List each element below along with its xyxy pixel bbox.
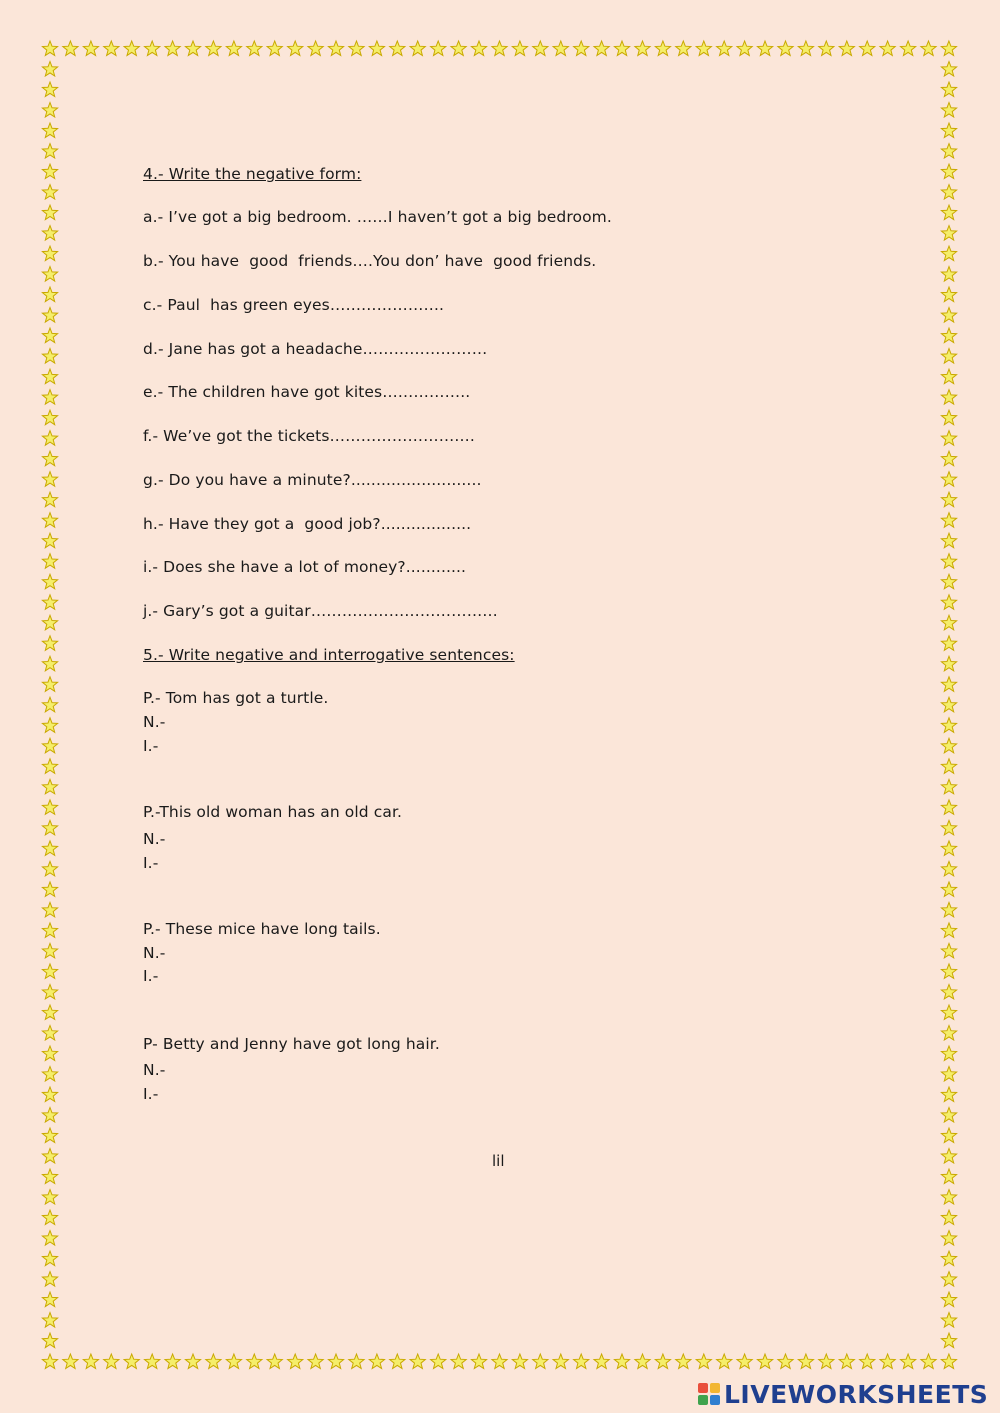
star-icon: [451, 41, 466, 56]
star-icon: [42, 349, 57, 364]
star-icon: [941, 882, 956, 897]
star-icon: [512, 41, 527, 56]
star-icon: [941, 164, 956, 178]
star-icon: [42, 492, 57, 507]
star-icon: [42, 390, 57, 404]
star-icon: [226, 1354, 241, 1369]
star-icon: [655, 41, 670, 56]
star-icon: [492, 1354, 507, 1369]
star-icon: [941, 1190, 956, 1204]
star-icon: [941, 1272, 956, 1287]
section-5-heading: 5.- Write negative and interrogative sentences:: [143, 646, 515, 664]
star-icon: [42, 431, 57, 446]
star-icon: [42, 1026, 57, 1041]
star-icon: [42, 841, 57, 856]
section-4-heading: 4.- Write the negative form:: [143, 165, 362, 183]
star-icon: [42, 1292, 57, 1307]
star-icon: [717, 1354, 732, 1369]
star-icon: [42, 574, 57, 588]
positive-sentence-3: P.- These mice have long tails.: [143, 920, 381, 938]
star-icon: [471, 1354, 486, 1369]
star-icon: [42, 677, 57, 692]
star-icon: [635, 41, 650, 56]
star-icon: [42, 103, 57, 118]
star-icon: [941, 943, 956, 958]
star-icon: [594, 1354, 609, 1369]
star-icon: [104, 1354, 119, 1369]
star-icon: [471, 41, 486, 56]
star-icon: [533, 1354, 548, 1369]
exercise-item-b: b.- You have good friends….You don’ have good friends.: [143, 252, 597, 270]
star-icon: [941, 123, 956, 138]
star-icon: [83, 41, 98, 56]
star-icon: [42, 226, 57, 241]
star-icon: [941, 800, 956, 814]
star-icon: [880, 41, 895, 56]
star-icon: [42, 410, 57, 425]
star-icon: [42, 738, 57, 753]
exercise-item-j: j.- Gary’s got a guitar………………………………: [143, 602, 498, 620]
star-icon: [553, 41, 568, 56]
star-icon: [941, 1108, 956, 1123]
star-icon: [42, 759, 57, 774]
star-icon: [798, 1354, 813, 1369]
star-icon: [941, 574, 956, 588]
star-icon: [42, 820, 57, 835]
star-icon: [42, 533, 57, 548]
star-icon: [941, 82, 956, 97]
star-icon: [819, 41, 834, 56]
star-icon: [42, 308, 57, 323]
star-icon: [839, 1354, 854, 1369]
star-icon: [42, 964, 57, 979]
star-icon: [655, 1354, 670, 1369]
star-icon: [165, 41, 180, 56]
exercise-item-a: a.- I’ve got a big bedroom. ……I haven’t got a big bedroom.: [143, 208, 612, 226]
star-icon: [696, 1354, 711, 1369]
star-icon: [42, 1190, 57, 1204]
star-icon: [614, 1354, 629, 1369]
positive-sentence-2: P.-This old woman has an old car.: [143, 803, 403, 821]
star-icon: [553, 1354, 568, 1369]
star-icon: [42, 1333, 57, 1348]
star-icon: [941, 451, 956, 466]
star-icon: [941, 1251, 956, 1266]
star-icon: [941, 759, 956, 774]
star-icon: [941, 349, 956, 364]
star-icon: [941, 62, 956, 77]
star-icon: [42, 1108, 57, 1123]
star-icon: [124, 1354, 139, 1369]
star-icon: [42, 287, 57, 302]
star-icon: [901, 1354, 916, 1369]
star-icon: [941, 308, 956, 323]
star-icon: [165, 1354, 180, 1369]
star-icon: [145, 1354, 160, 1369]
star-icon: [921, 1354, 936, 1369]
star-icon: [941, 985, 956, 999]
star-icon: [941, 923, 956, 938]
star-icon: [880, 1354, 895, 1369]
star-icon: [42, 451, 57, 466]
star-icon: [145, 41, 160, 56]
star-icon: [42, 164, 57, 178]
star-icon: [941, 246, 956, 261]
star-icon: [42, 205, 57, 220]
star-icon: [941, 390, 956, 404]
star-icon: [941, 328, 956, 343]
star-icon: [267, 41, 282, 56]
star-icon: [390, 1354, 405, 1369]
star-icon: [42, 985, 57, 999]
star-icon: [42, 1231, 57, 1246]
star-icon: [42, 1149, 57, 1164]
star-icon: [941, 185, 956, 199]
star-icon: [941, 103, 956, 118]
star-icon: [42, 779, 57, 793]
star-icon: [349, 1354, 364, 1369]
star-icon: [941, 267, 956, 282]
star-icon: [941, 1087, 956, 1102]
interrogative-label-4: I.-: [143, 1085, 159, 1103]
star-icon: [42, 123, 57, 138]
star-icon: [42, 943, 57, 958]
star-icon: [431, 41, 446, 56]
star-icon: [614, 41, 629, 56]
star-icon: [42, 472, 57, 487]
star-icon: [42, 1210, 57, 1224]
star-icon: [941, 861, 956, 876]
star-icon: [941, 902, 956, 917]
star-icon: [941, 615, 956, 630]
star-icon: [819, 1354, 834, 1369]
star-icon: [247, 41, 262, 56]
star-icon: [941, 738, 956, 753]
star-icon: [42, 1354, 57, 1369]
star-icon: [860, 41, 875, 56]
star-icon: [42, 369, 57, 383]
star-icon: [42, 1169, 57, 1184]
star-icon: [941, 41, 956, 56]
interrogative-label-2: I.-: [143, 854, 159, 872]
star-icon: [941, 1169, 956, 1184]
star-icon: [839, 41, 854, 56]
star-icon: [941, 841, 956, 856]
star-icon: [42, 1272, 57, 1287]
star-icon: [42, 923, 57, 938]
star-icon: [941, 226, 956, 241]
liveworksheets-logo-icon: [698, 1383, 720, 1405]
star-icon: [206, 41, 221, 56]
star-icon: [941, 964, 956, 979]
star-icon: [431, 1354, 446, 1369]
page-mark: lil: [492, 1152, 505, 1170]
star-icon: [512, 1354, 527, 1369]
star-icon: [676, 41, 691, 56]
exercise-item-i: i.- Does she have a lot of money?............: [143, 558, 467, 576]
exercise-item-e: e.- The children have got kites……………..: [143, 383, 471, 401]
star-icon: [42, 185, 57, 199]
star-icon: [328, 41, 343, 56]
star-icon: [778, 1354, 793, 1369]
star-icon: [941, 472, 956, 487]
star-icon: [288, 41, 303, 56]
star-icon: [42, 697, 57, 712]
exercise-item-d: d.- Jane has got a headache……………………: [143, 340, 488, 358]
star-icon: [104, 41, 119, 56]
star-icon: [42, 800, 57, 814]
star-icon: [717, 41, 732, 56]
exercise-item-f: f.- We’ve got the tickets……………………….: [143, 427, 475, 445]
star-icon: [42, 1313, 57, 1328]
star-icon: [308, 41, 323, 56]
star-icon: [42, 513, 57, 528]
star-icon: [941, 1292, 956, 1307]
star-icon: [635, 1354, 650, 1369]
star-icon: [941, 779, 956, 793]
star-icon: [778, 41, 793, 56]
star-icon: [798, 41, 813, 56]
star-icon: [941, 1354, 956, 1369]
positive-sentence-4: P- Betty and Jenny have got long hair.: [143, 1035, 440, 1053]
star-icon: [941, 697, 956, 712]
star-icon: [737, 41, 752, 56]
star-icon: [941, 554, 956, 569]
star-icon: [941, 656, 956, 671]
exercise-item-h: h.- Have they got a good job?..................: [143, 515, 472, 533]
negative-label-3: N.-: [143, 944, 166, 962]
star-icon: [941, 369, 956, 383]
star-icon: [42, 62, 57, 77]
star-icon: [941, 1128, 956, 1143]
star-icon: [921, 41, 936, 56]
star-icon: [941, 431, 956, 446]
star-icon: [206, 1354, 221, 1369]
star-icon: [941, 677, 956, 692]
star-icon: [941, 533, 956, 548]
star-icon: [757, 41, 772, 56]
star-icon: [185, 41, 200, 56]
star-icon: [594, 41, 609, 56]
star-icon: [533, 41, 548, 56]
star-icon: [288, 1354, 303, 1369]
star-icon: [226, 41, 241, 56]
star-icon: [901, 41, 916, 56]
star-icon: [267, 1354, 282, 1369]
star-icon: [941, 718, 956, 733]
star-icon: [410, 1354, 425, 1369]
star-icon: [42, 144, 57, 158]
star-icon: [42, 882, 57, 897]
exercise-item-g: g.- Do you have a minute?..........................: [143, 471, 482, 489]
star-icon: [676, 1354, 691, 1369]
star-icon: [42, 82, 57, 97]
negative-label-4: N.-: [143, 1061, 166, 1079]
liveworksheets-logo[interactable]: [698, 1380, 988, 1408]
star-icon: [42, 1046, 57, 1061]
star-icon: [42, 615, 57, 630]
star-icon: [941, 1067, 956, 1082]
star-icon: [574, 41, 589, 56]
star-icon: [42, 1251, 57, 1266]
star-icon: [737, 1354, 752, 1369]
star-icon: [63, 1354, 78, 1369]
star-icon: [247, 1354, 262, 1369]
star-icon: [860, 1354, 875, 1369]
star-icon: [42, 1087, 57, 1102]
star-icon: [349, 41, 364, 56]
star-icon: [124, 41, 139, 56]
star-icon: [941, 410, 956, 425]
interrogative-label-3: I.-: [143, 967, 159, 985]
star-icon: [42, 902, 57, 917]
exercise-item-c: c.- Paul has green eyes………………….: [143, 296, 445, 314]
star-icon: [83, 1354, 98, 1369]
star-icon: [42, 554, 57, 569]
star-icon: [42, 328, 57, 343]
star-icon: [410, 41, 425, 56]
star-icon: [941, 492, 956, 507]
star-icon: [941, 205, 956, 220]
star-icon: [451, 1354, 466, 1369]
star-icon: [941, 1313, 956, 1328]
star-icon: [42, 267, 57, 282]
brand-name: LIVEWORKSHEETS: [724, 1379, 989, 1409]
star-icon: [941, 595, 956, 609]
star-icon: [42, 656, 57, 671]
star-icon: [369, 1354, 384, 1369]
star-icon: [42, 718, 57, 733]
star-icon: [63, 41, 78, 56]
positive-sentence-1: P.- Tom has got a turtle.: [143, 689, 329, 707]
star-icon: [941, 1231, 956, 1246]
star-icon: [369, 41, 384, 56]
star-icon: [941, 1210, 956, 1224]
star-icon: [941, 513, 956, 528]
star-icon: [42, 595, 57, 609]
star-icon: [42, 636, 57, 651]
star-icon: [185, 1354, 200, 1369]
star-icon: [941, 1046, 956, 1061]
star-icon: [42, 41, 57, 56]
star-icon: [42, 1067, 57, 1082]
star-icon: [42, 861, 57, 876]
star-icon: [941, 144, 956, 158]
star-icon: [42, 246, 57, 261]
negative-label-1: N.-: [143, 713, 166, 731]
star-icon: [941, 1005, 956, 1019]
star-icon: [941, 1149, 956, 1164]
star-icon: [390, 41, 405, 56]
interrogative-label-1: I.-: [143, 737, 159, 755]
negative-label-2: N.-: [143, 830, 166, 848]
star-icon: [308, 1354, 323, 1369]
star-icon: [42, 1005, 57, 1019]
star-icon: [757, 1354, 772, 1369]
star-icon: [42, 1128, 57, 1143]
star-icon: [574, 1354, 589, 1369]
star-icon: [941, 636, 956, 651]
star-icon: [328, 1354, 343, 1369]
star-icon: [696, 41, 711, 56]
star-icon: [941, 820, 956, 835]
star-icon: [941, 287, 956, 302]
star-icon: [941, 1333, 956, 1348]
star-icon: [492, 41, 507, 56]
star-icon: [941, 1026, 956, 1041]
